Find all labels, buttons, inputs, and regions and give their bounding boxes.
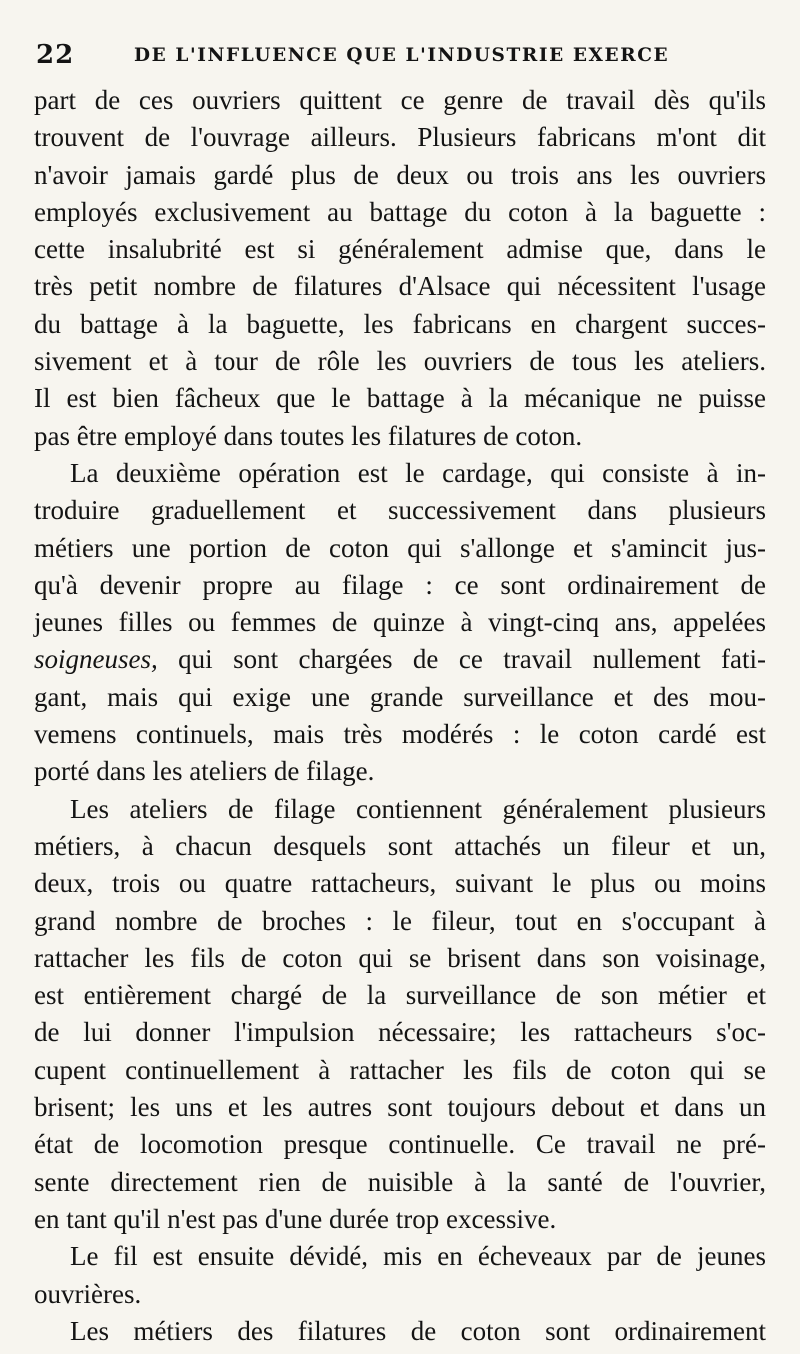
text-line: cupent continuellement à rattacher les fils de coton qui se <box>34 1054 766 1085</box>
paragraph-4 <box>34 1238 766 1313</box>
text-line: jeunes filles ou femmes de quinze à vingt-cinq ans, appelées <box>34 607 766 638</box>
text-line: La deuxième opération est le cardage, qui consiste à in- <box>70 457 766 488</box>
text-line: Le fil est ensuite dévidé, mis en écheveaux par de jeunes <box>70 1241 766 1272</box>
paragraph-3 <box>34 791 766 1239</box>
text-line: rattacher les fils de coton qui se brisent dans son voisinage, <box>34 942 766 973</box>
text-line: deux, trois ou quatre rattacheurs, suivant le plus ou moins <box>34 868 766 899</box>
text-line: de lui donner l'impulsion nécessaire; les rattacheurs s'oc- <box>34 1017 766 1048</box>
text-line: Il est bien fâcheux que le battage à la mécanique ne puisse <box>34 383 766 414</box>
text-line: ouvrières. <box>34 1278 142 1309</box>
text-line: Les métiers des filatures de coton sont ordinairement <box>70 1315 766 1346</box>
paragraph-2 <box>34 455 766 791</box>
text-line: part de ces ouvriers quittent ce genre de travail dès qu'ils <box>34 85 766 115</box>
text-line: gant, mais qui exige une grande surveillance et des mou- <box>34 681 766 712</box>
page-header <box>36 34 764 82</box>
text-line: Les ateliers de filage contiennent généralement plusieurs <box>70 793 766 824</box>
paragraph-1 <box>34 82 766 455</box>
text-line: sente directement rien de nuisible à la santé de l'ouvrier, <box>34 1166 766 1197</box>
text-line-with-italic <box>34 641 766 678</box>
text-line: porté dans les ateliers de filage. <box>34 756 375 787</box>
text-line: qu'à devenir propre au filage : ce sont ordinairement de <box>34 569 766 600</box>
text-line: état de locomotion presque continuelle. Ce travail ne pré- <box>34 1129 766 1160</box>
paragraph-5 <box>34 1313 766 1350</box>
text-line: employés exclusivement au battage du coton à la baguette : <box>34 196 766 227</box>
page-number: 22 <box>36 40 75 70</box>
text-line: brisent; les uns et les autres sont toujours debout et dans un <box>34 1092 766 1123</box>
text-line: très petit nombre de filatures d'Alsace qui nécessitent l'usage <box>34 271 766 302</box>
text-line: sivement et à tour de rôle les ouvriers de tous les ateliers. <box>34 346 766 377</box>
text-line: est entièrement chargé de la surveillance de son métier et <box>34 980 766 1011</box>
text-line: troduire graduellement et successivement dans plusieurs <box>34 495 766 526</box>
body-text <box>34 82 766 1350</box>
text-line: métiers une portion de coton qui s'allonge et s'amincit jus- <box>34 532 766 563</box>
text-line: n'avoir jamais gardé plus de deux ou trois ans les ouvriers <box>34 159 766 190</box>
text-line: métiers, à chacun desquels sont attachés un fileur et un, <box>34 830 766 861</box>
running-head: DE L'INFLUENCE QUE L'INDUSTRIE EXERCE <box>134 45 670 66</box>
italic-term: soigneuses, <box>34 644 158 675</box>
text-line: cette insalubrité est si généralement admise que, dans le <box>34 234 766 265</box>
text-line: vemens continuels, mais très modérés : le coton cardé est <box>34 719 766 750</box>
text-line: pas être employé dans toutes les filatures de coton. <box>34 420 583 451</box>
text-line: du battage à la baguette, les fabricans en chargent succes- <box>34 308 766 339</box>
text-line: en tant qu'il n'est pas d'une durée trop excessive. <box>34 1203 557 1234</box>
text-fragment: qui sont chargées de ce travail nullement fati- <box>157 644 766 675</box>
text-line: grand nombre de broches : le fileur, tout en s'occupant à <box>34 905 766 936</box>
text-line: trouvent de l'ouvrage ailleurs. Plusieurs fabricans m'ont dit <box>34 122 766 153</box>
